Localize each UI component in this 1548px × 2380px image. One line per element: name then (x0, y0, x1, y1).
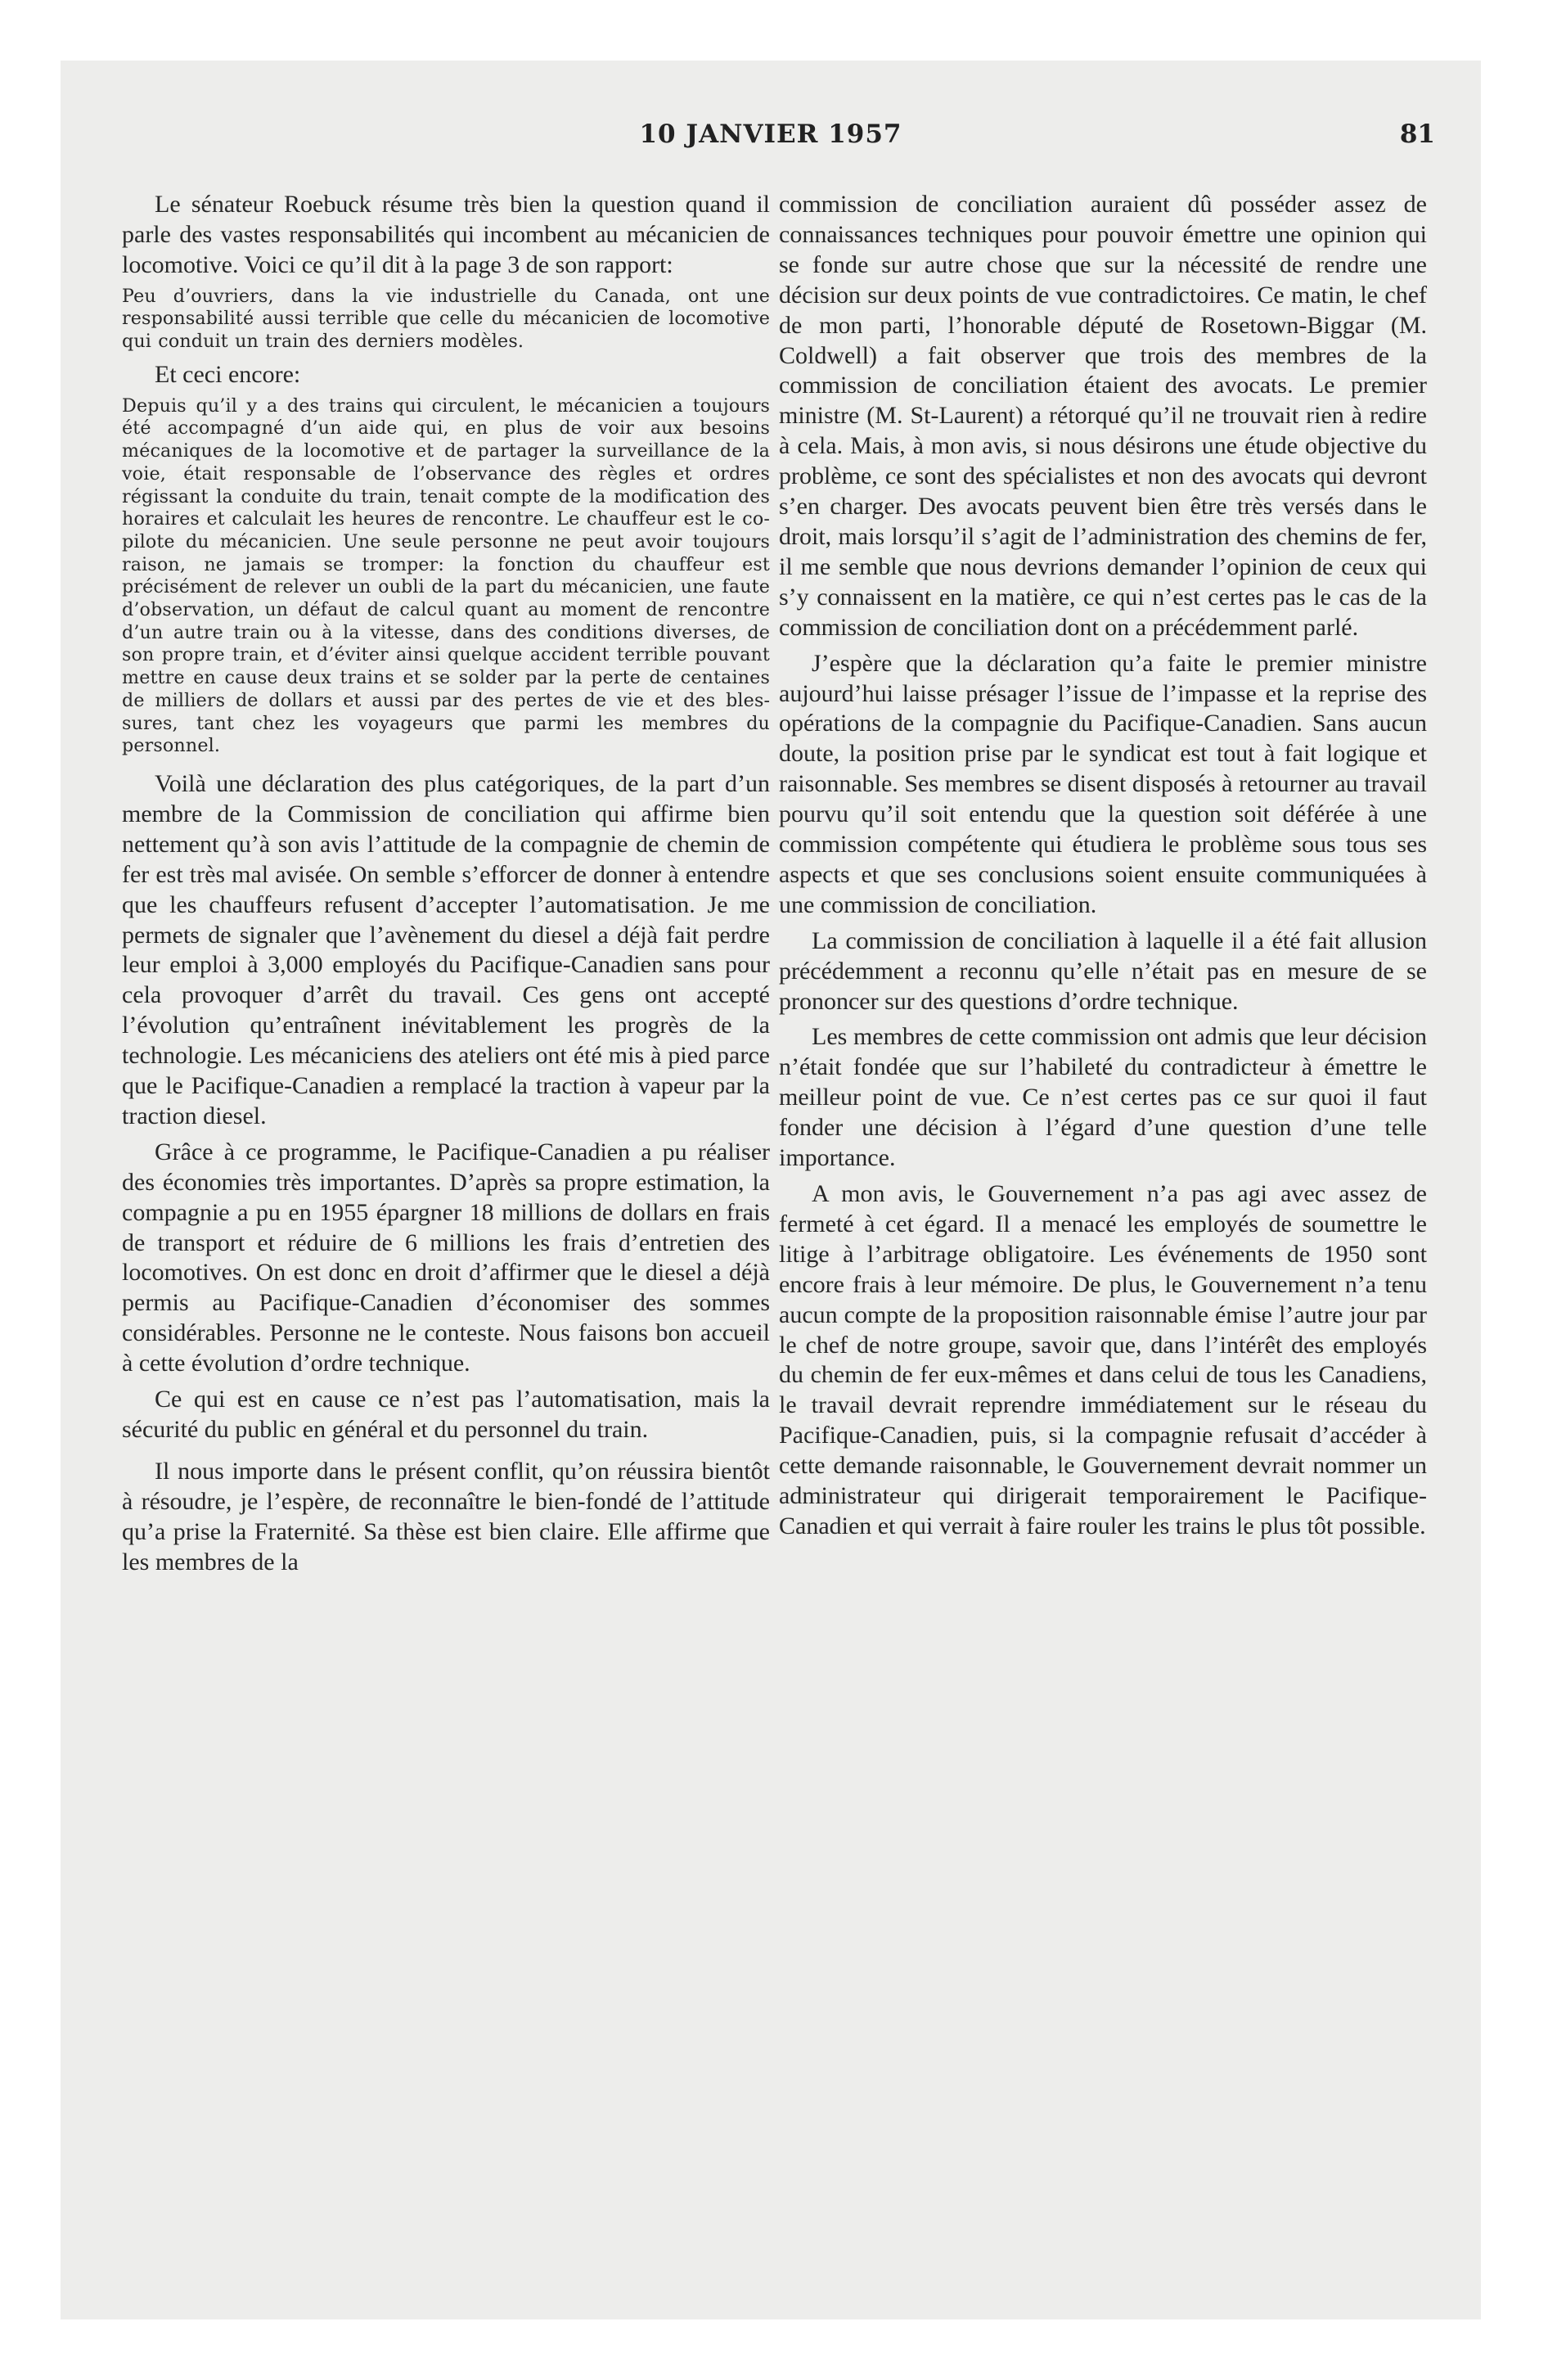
paragraph: Il nous importe dans le présent conflit, qu’on réussira bientôt à résoudre, je l’espère, de reconnaître le bien-fondé de l’attitude qu’a prise la Fraternité. Sa thèse est bien claire. Elle affirme que les membres de la (122, 1457, 770, 1575)
block-quote: Peu d’ouvriers, dans la vie industrielle du Canada, ont une responsabilité aussi terrible que celle du mécanicien de locomotive qui conduit un train des derniers modèles. (122, 285, 770, 353)
paragraph: Voilà une déclaration des plus catégoriques, de la part d’un membre de la Commission de conciliation qui affirme bien nettement qu’à son avis l’attitude de la compagnie de chemin de fer est très mal avisée. On semble s’efforcer de donner à entendre que les chauffeurs refusent d’accepter l’automatisation. Je me permets de signaler que l’avènement du diesel a déjà fait perdre leur emploi à 3,000 employés du Pacifique-Canadien sans pour cela provoquer d’arrêt du travail. Ces gens ont accepté l’évolution qu’entraînent inévitablement les progrès de la technologie. Les mécaniciens des ateliers ont été mis à pied parce que le Pacifique-Canadien a remplacé la traction à vapeur par la traction diesel. (122, 769, 770, 1129)
paragraph: Ce qui est en cause ce n’est pas l’automatisation, mais la sécurité du public en général et du personnel du train. (122, 1386, 770, 1444)
paragraph: commission de conciliation auraient dû posséder assez de connaissances techniques pour pouvoir émettre une opinion qui se fonde sur autre chose que sur la nécessité de rendre une décision sur deux points de vue contradictoires. Ce matin, le chef de mon parti, l’honorable député de Rosetown-Biggar (M. Coldwell) a fait observer que trois des membres de la commission de conciliation étaient des avocats. Le premier ministre (M. St-Laurent) a rétorqué qu’il ne trouvait rien à redire à cela. Mais, à mon avis, si nous désirons une étude objective du problème, ce sont des spécialistes et non des avocats qui devront s’en charger. Des avocats peuvent bien être très versés dans le droit, mais lorsqu’il s’agit de l’administration des chemins de fer, il me semble que nous devrions demander l’opinion de ceux qui s’y connaissent en la matière, ce qui n’est certes pas le cas de la commission de conciliation dont on a précédemment parlé. (779, 191, 1427, 641)
block-quote: Depuis qu’il y a des trains qui circulent, le mécanicien a toujours été accompagné d’un aide qui, en plus de voir aux besoins mécaniques de la locomotive et de partager la surveillance de la voie, était responsable de l’observance des règles et ordres régissant la conduite du train, tenait compte de la modification des horaires et calculait les heures de rencontre. Le chauffeur est le co-pilote du mécanicien. Une seule personne ne peut avoir toujours raison, ne jamais se tromper: la fonction du chauffeur est précisément de relever un oubli de la part du mécanicien, une faute d’observation, un défaut de calcul quant au moment de rencontre d’un autre train ou à la vitesse, dans des conditions diverses, de son propre train, et d’éviter ainsi quelque accident terrible pouvant mettre en cause deux trains et se solder par la perte de centaines de milliers de dollars et aussi par des pertes de vie et des blessures, tant chez les voyageurs que parmi les membres du personnel. (122, 394, 770, 757)
paragraph: Et ceci encore: (155, 360, 301, 388)
paragraph: A mon avis, le Gouvernement n’a pas agi avec assez de fermeté à cet égard. Il a menacé les employés de soumettre le litige à l’arbitrage obligatoire. Les événements de 1950 sont encore frais à leur mémoire. De plus, le Gouvernement n’a tenu aucun compte de la proposition raisonnable émise l’autre jour par le chef de notre groupe, savoir que, dans l’intérêt des employés du chemin de fer eux-mêmes et dans celui de tous les Canadiens, le travail devrait reprendre immédiatement sur le réseau du Pacifique-Canadien, puis, si la compagnie refusait d’accéder à cette demande raisonnable, le Gouvernement devrait nommer un administrateur qui dirigerait temporairement le Pacifique-Canadien et qui verrait à faire rouler les trains le plus tôt possible. (779, 1180, 1427, 1539)
right-column (779, 190, 1427, 1542)
paragraph: J’espère que la déclaration qu’a faite le premier ministre aujourd’hui laisse présager l’issue de l’impasse et la reprise des opérations de la compagnie du Pacifique-Canadien. Sans aucun doute, la position prise par le syndicat est tout à fait logique et raisonnable. Ses membres se disent disposés à retourner au travail pourvu qu’il soit entendu que la question soit déférée à une commission compétente qui étudiera le problème sous tous ses aspects et que ses conclusions soient ensuite communiquées à une commission de conciliation. (779, 649, 1427, 918)
left-column (122, 190, 770, 1578)
paragraph: Grâce à ce programme, le Pacifique-Canadien a pu réaliser des économies très importantes. D’après sa propre estimation, la compagnie a pu en 1955 épargner 18 millions de dollars en frais de transport et réduire de 6 millions les frais d’entretien des locomotives. On est donc en droit d’affirmer que le diesel a déjà permis au Pacifique-Canadien d’économiser des sommes considérables. Personne ne le conteste. Nous faisons bon accueil à cette évolution d’ordre technique. (122, 1138, 770, 1377)
paragraph: Les membres de cette commission ont admis que leur décision n’était fondée que sur l’habileté du contradicteur à émettre le meilleur point de vue. Ce n’est certes pas ce sur quoi il faut fonder une décision à l’égard d’une question d’une telle importance. (779, 1023, 1427, 1172)
paragraph: Le sénateur Roebuck résume très bien la question quand il parle des vastes responsabilités qui incombent au mécanicien de locomotive. Voici ce qu’il dit à la page 3 de son rapport: (122, 191, 770, 278)
header-date: 10 JANVIER 1957 (639, 119, 902, 149)
document-page (61, 61, 1481, 2319)
running-header (61, 119, 1481, 159)
paragraph: La commission de conciliation à laquelle il a été fait allusion précédemment a reconnu qu’elle n’était pas en mesure de se prononcer sur des questions d’ordre technique. (779, 926, 1427, 1015)
page-number: 81 (1399, 119, 1435, 149)
